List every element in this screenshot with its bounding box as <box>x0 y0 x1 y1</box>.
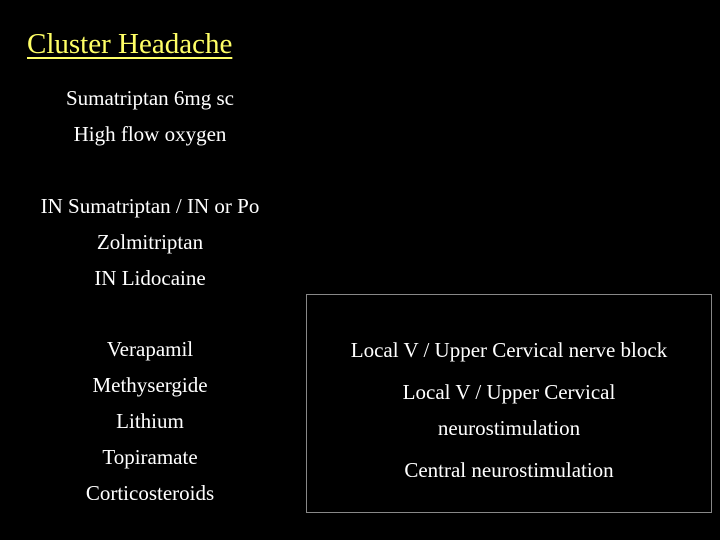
acute-treatment-list <box>50 80 250 152</box>
alternative-treatment-list <box>20 188 280 296</box>
nerve-block-item: Local V / Upper Cervical nerve block <box>350 338 668 362</box>
list-item: IN Sumatriptan / IN or Po <box>40 194 260 218</box>
preventive-treatment-list <box>50 331 250 511</box>
list-item: Lithium <box>116 409 184 433</box>
list-item: Methysergide <box>92 373 208 397</box>
list-item: Topiramate <box>102 445 198 469</box>
surgical-options-box <box>306 294 712 513</box>
list-item: Zolmitriptan <box>96 230 204 254</box>
list-item: IN Lidocaine <box>94 266 206 290</box>
neurostimulation-item-line2: neurostimulation <box>437 416 581 440</box>
central-neurostimulation-item: Central neurostimulation <box>404 458 614 482</box>
neurostimulation-item-line1: Local V / Upper Cervical <box>402 380 616 404</box>
list-item: Corticosteroids <box>85 481 215 505</box>
list-item: Verapamil <box>106 337 194 361</box>
list-item: High flow oxygen <box>73 122 227 146</box>
slide-title: Cluster Headache <box>27 28 233 60</box>
list-item: Sumatriptan 6mg sc <box>66 86 234 110</box>
